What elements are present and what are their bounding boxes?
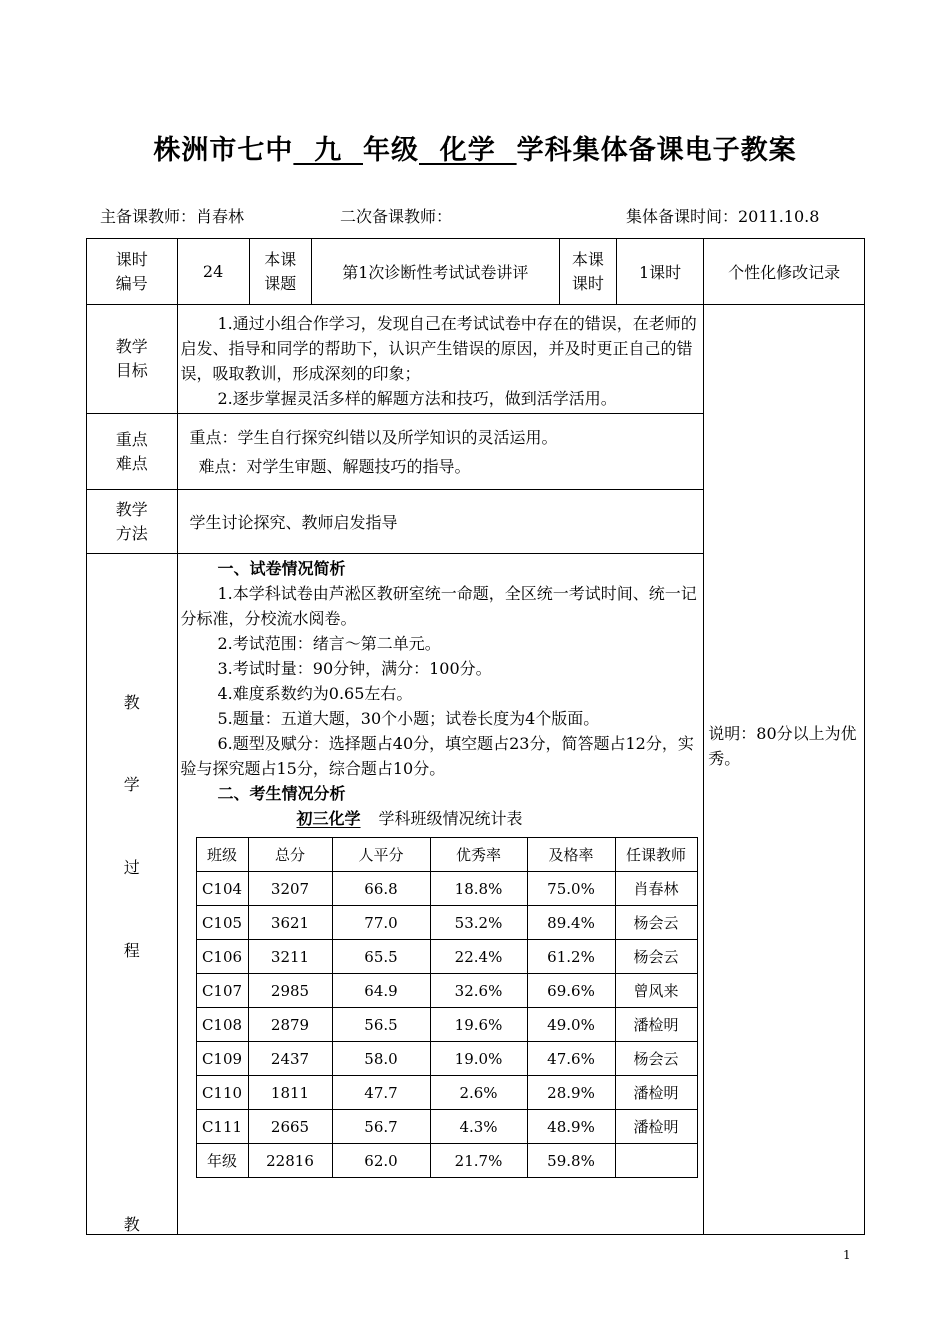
stats-cell-average-score: 66.8	[332, 872, 430, 906]
stats-cell-total-score: 3621	[248, 906, 332, 940]
process-item-3: 3.考试时量：90分钟，满分：100分。	[217, 659, 492, 678]
method-label: 教学方法	[87, 490, 178, 554]
table-row	[196, 1076, 697, 1110]
stats-cell-class: C105	[196, 906, 248, 940]
table-row	[196, 940, 697, 974]
revision-column	[704, 305, 865, 1235]
title-school: 株洲市七中	[153, 135, 294, 166]
process-item-1: 1.本学科试卷由芦淞区教研室统一命题，全区统一考试时间、统一记分标准，分校流水阅卷。	[180, 584, 697, 628]
process-char-2: 学	[123, 775, 140, 794]
process-char-3: 过	[123, 858, 140, 877]
stats-cell-pass-rate: 47.6%	[527, 1042, 615, 1076]
stats-cell-pass-rate: 69.6%	[527, 974, 615, 1008]
revision-note: 说明：80分以上为优秀。	[708, 723, 857, 768]
stats-header-teacher: 任课教师	[615, 838, 697, 872]
stats-cell-average-score: 56.5	[332, 1008, 430, 1042]
process-content	[177, 554, 704, 1235]
process-item-2: 2.考试范围：绪言～第二单元。	[217, 634, 441, 653]
stats-cell-average-score: 77.0	[332, 906, 430, 940]
process-item-4: 4.难度系数约为0.65左右。	[217, 684, 413, 703]
stats-cell-class: C110	[196, 1076, 248, 1110]
stats-cell-class: C108	[196, 1008, 248, 1042]
stats-cell-total-score: 1811	[248, 1076, 332, 1110]
stats-cell-excellent-rate: 18.8%	[430, 872, 527, 906]
goals-label: 教学目标	[87, 305, 178, 414]
stats-header-average-score: 人平分	[332, 838, 430, 872]
process-char-1: 教	[123, 693, 140, 712]
title-grade: 九	[293, 135, 363, 166]
stats-cell-excellent-rate: 21.7%	[430, 1144, 527, 1178]
stats-cell-pass-rate: 59.8%	[527, 1144, 615, 1178]
stats-caption-rest: 学科班级情况统计表	[378, 809, 523, 828]
process-char-4: 程	[123, 941, 140, 960]
stats-cell-pass-rate: 49.0%	[527, 1008, 615, 1042]
stats-cell-teacher: 杨会云	[615, 1042, 697, 1076]
lesson-no: 24	[177, 239, 249, 305]
stats-cell-total-score: 3207	[248, 872, 332, 906]
stats-cell-total-score: 2437	[248, 1042, 332, 1076]
stats-cell-teacher: 肖春林	[615, 872, 697, 906]
stats-cell-excellent-rate: 19.6%	[430, 1008, 527, 1042]
stats-cell-class: 年级	[196, 1144, 248, 1178]
process-char-5: 教	[123, 1215, 140, 1234]
title-rest: 学科集体备课电子教案	[516, 135, 797, 166]
revision-label: 个性化修改记录	[704, 239, 865, 305]
stats-header-pass-rate: 及格率	[527, 838, 615, 872]
section-1-heading: 一、试卷情况简析	[217, 559, 346, 578]
stats-cell-class: C106	[196, 940, 248, 974]
stats-cell-teacher: 曾风来	[615, 974, 697, 1008]
stats-cell-class: C107	[196, 974, 248, 1008]
topic-label: 本课课题	[249, 239, 311, 305]
page-number: 1	[843, 1248, 851, 1262]
stats-cell-average-score: 47.7	[332, 1076, 430, 1110]
section-2-heading: 二、考生情况分析	[217, 784, 346, 803]
key-points-content	[177, 414, 704, 490]
title-subject: 化学	[419, 135, 517, 166]
stats-cell-class: C111	[196, 1110, 248, 1144]
stats-cell-class: C104	[196, 872, 248, 906]
goal-item-2: 2.逐步掌握灵活多样的解题方法和技巧，做到活学活用。	[217, 389, 617, 408]
stats-cell-teacher	[615, 1144, 697, 1178]
goals-row	[87, 305, 865, 414]
stats-cell-total-score: 2879	[248, 1008, 332, 1042]
stats-cell-pass-rate: 89.4%	[527, 906, 615, 940]
stats-header-total-score: 总分	[248, 838, 332, 872]
stats-cell-excellent-rate: 2.6%	[430, 1076, 527, 1110]
stats-cell-pass-rate: 28.9%	[527, 1076, 615, 1110]
stats-cell-pass-rate: 61.2%	[527, 940, 615, 974]
stats-cell-total-score: 2665	[248, 1110, 332, 1144]
stats-cell-teacher: 潘检明	[615, 1008, 697, 1042]
goals-content	[177, 305, 704, 414]
class-stats-table	[196, 837, 698, 1178]
stats-cell-average-score: 64.9	[332, 974, 430, 1008]
stats-cell-pass-rate: 75.0%	[527, 872, 615, 906]
stats-cell-pass-rate: 48.9%	[527, 1110, 615, 1144]
difficult-point: 难点：对学生审题、解题技巧的指导。	[198, 456, 471, 476]
stats-cell-total-score: 22816	[248, 1144, 332, 1178]
method-content: 学生讨论探究、教师启发指导	[177, 490, 704, 554]
topic: 第1次诊断性考试试卷讲评	[311, 239, 559, 305]
title-grade-suffix: 年级	[363, 135, 419, 166]
stats-caption-subject: 初三化学	[296, 809, 361, 828]
stats-cell-excellent-rate: 53.2%	[430, 906, 527, 940]
stats-cell-teacher: 潘检明	[615, 1110, 697, 1144]
stats-cell-total-score: 2985	[248, 974, 332, 1008]
second-teacher: 二次备课教师：	[340, 207, 453, 226]
stats-cell-average-score: 62.0	[332, 1144, 430, 1178]
stats-header-excellent-rate: 优秀率	[430, 838, 527, 872]
table-row	[196, 1008, 697, 1042]
stats-cell-excellent-rate: 4.3%	[430, 1110, 527, 1144]
main-teacher: 主备课教师：肖春林	[100, 207, 245, 226]
key-point: 重点：学生自行探究纠错以及所学知识的灵活运用。	[189, 427, 558, 447]
process-item-5: 5.题量：五道大题，30个小题；试卷长度为4个版面。	[217, 709, 600, 728]
table-row	[196, 1042, 697, 1076]
key-points-label: 重点难点	[87, 414, 178, 490]
table-row	[196, 974, 697, 1008]
stats-cell-average-score: 58.0	[332, 1042, 430, 1076]
stats-header-row	[196, 838, 697, 872]
goal-item-1: 1.通过小组合作学习，发现自己在考试试卷中存在的错误，在老师的启发、指导和同学的帮助下，认识产生错误的原因，并及时更正自己的错误，吸取教训，形成深刻的印象；	[180, 314, 697, 383]
stats-cell-average-score: 56.7	[332, 1110, 430, 1144]
stats-cell-teacher: 杨会云	[615, 906, 697, 940]
stats-cell-total-score: 3211	[248, 940, 332, 974]
table-row	[196, 906, 697, 940]
process-item-6: 6.题型及赋分：选择题占40分，填空题占23分，简答题占12分，实验与探究题占15分，综合题占10分。	[180, 734, 694, 778]
table-row	[196, 1144, 697, 1178]
stats-caption	[181, 806, 702, 831]
hours: 1课时	[616, 239, 703, 305]
process-label	[87, 554, 178, 1235]
lesson-no-label: 课时编号	[87, 239, 178, 305]
stats-cell-teacher: 潘检明	[615, 1076, 697, 1110]
stats-cell-average-score: 65.5	[332, 940, 430, 974]
stats-cell-excellent-rate: 19.0%	[430, 1042, 527, 1076]
page-title	[0, 128, 950, 167]
table-row	[196, 1110, 697, 1144]
stats-cell-teacher: 杨会云	[615, 940, 697, 974]
hours-label: 本课课时	[559, 239, 616, 305]
lesson-plan-table	[86, 238, 865, 1235]
stats-header-class: 班级	[196, 838, 248, 872]
stats-cell-excellent-rate: 22.4%	[430, 940, 527, 974]
prep-time: 集体备课时间：2011.10.8	[626, 207, 820, 226]
stats-cell-excellent-rate: 32.6%	[430, 974, 527, 1008]
stats-cell-class: C109	[196, 1042, 248, 1076]
header-row	[87, 239, 865, 305]
table-row	[196, 872, 697, 906]
